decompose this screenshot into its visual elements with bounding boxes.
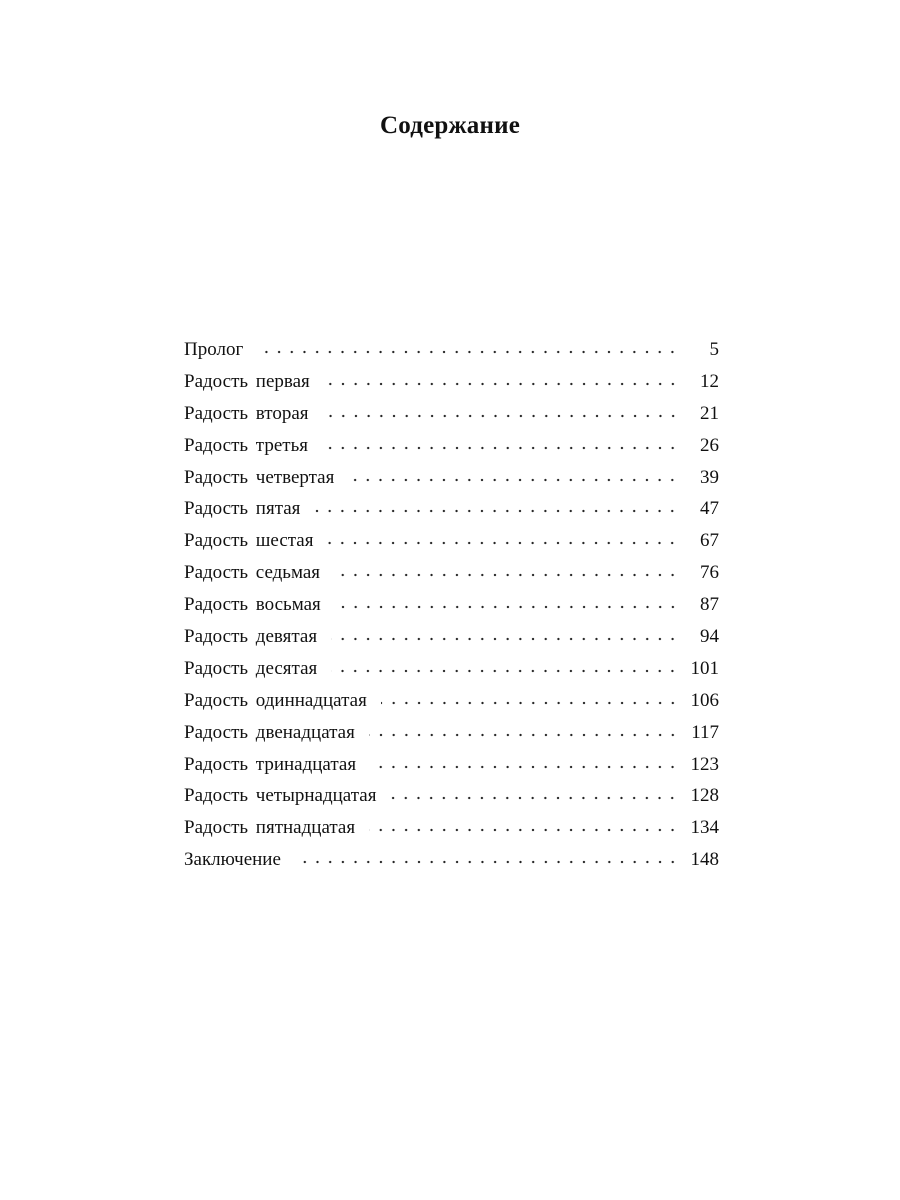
toc-entry-page: 101 bbox=[690, 657, 719, 679]
toc-entry-page: 94 bbox=[700, 626, 719, 648]
toc-entry-label: Радость десятая bbox=[184, 657, 318, 679]
toc-entry-page: 148 bbox=[690, 849, 719, 871]
page-title: Содержание bbox=[379, 112, 520, 139]
toc-entry-page: 12 bbox=[700, 370, 719, 392]
toc-entry-page: 67 bbox=[700, 530, 719, 552]
toc-entry[interactable] bbox=[184, 403, 719, 435]
toc-entry-page: 5 bbox=[709, 339, 719, 360]
toc-entry-label: Радость пятая bbox=[184, 498, 301, 520]
toc-entry-label: Радость третья bbox=[184, 434, 308, 456]
toc-entry[interactable] bbox=[184, 722, 719, 754]
toc-entry-label: Радость первая bbox=[184, 370, 310, 392]
toc-entry-page: 39 bbox=[700, 466, 719, 488]
toc-entry-label: Радость восьмая bbox=[184, 594, 321, 616]
toc-entry-label: Радость четвертая bbox=[184, 466, 335, 488]
toc-entry-label: Радость седьмая bbox=[184, 562, 321, 584]
toc-entry-label: Радость пятнадцатая bbox=[184, 817, 356, 839]
toc-entry-page: 76 bbox=[700, 562, 719, 584]
toc-entry[interactable] bbox=[184, 817, 719, 849]
toc-entry[interactable] bbox=[184, 371, 719, 403]
dot-leader bbox=[369, 732, 679, 738]
dot-leader bbox=[348, 477, 679, 483]
toc-entry-label: Радость шестая bbox=[184, 530, 314, 552]
dot-leader bbox=[257, 349, 679, 355]
toc-entry[interactable] bbox=[184, 562, 719, 594]
toc-entry-label: Заключение bbox=[184, 849, 281, 871]
dot-leader bbox=[370, 764, 679, 770]
toc-entry[interactable] bbox=[184, 339, 719, 371]
toc-entry-page: 47 bbox=[700, 498, 719, 520]
dot-leader bbox=[295, 859, 679, 865]
dot-leader bbox=[335, 604, 679, 610]
dot-leader bbox=[324, 381, 679, 387]
toc-entry-label: Радость тринадцатая bbox=[184, 753, 357, 775]
toc-entry[interactable] bbox=[184, 785, 719, 817]
table-of-contents bbox=[184, 339, 719, 881]
toc-entry[interactable] bbox=[184, 754, 719, 786]
toc-entry-page: 87 bbox=[700, 594, 719, 616]
toc-entry-label: Радость девятая bbox=[184, 626, 318, 648]
toc-entry[interactable] bbox=[184, 467, 719, 499]
toc-entry[interactable] bbox=[184, 626, 719, 658]
toc-entry-page: 134 bbox=[690, 817, 719, 839]
toc-entry-label: Радость одиннадцатая bbox=[184, 689, 367, 711]
dot-leader bbox=[390, 795, 679, 801]
toc-entry-label: Пролог bbox=[184, 339, 244, 360]
toc-entry-page: 21 bbox=[700, 402, 719, 424]
toc-entry[interactable] bbox=[184, 498, 719, 530]
toc-entry-page: 128 bbox=[690, 785, 719, 807]
toc-entry[interactable] bbox=[184, 594, 719, 626]
dot-leader bbox=[327, 540, 679, 546]
toc-entry-page: 117 bbox=[691, 721, 719, 743]
dot-leader bbox=[323, 413, 679, 419]
toc-entry[interactable] bbox=[184, 658, 719, 690]
dot-leader bbox=[331, 668, 679, 674]
toc-entry-page: 26 bbox=[700, 434, 719, 456]
toc-entry[interactable] bbox=[184, 530, 719, 562]
toc-entry[interactable] bbox=[184, 690, 719, 722]
toc-entry[interactable] bbox=[184, 849, 719, 881]
toc-entry-label: Радость вторая bbox=[184, 402, 309, 424]
toc-entry-label: Радость четырнадцатая bbox=[184, 785, 377, 807]
toc-entry-label: Радость двенадцатая bbox=[184, 721, 355, 743]
dot-leader bbox=[381, 700, 679, 706]
dot-leader bbox=[334, 572, 679, 578]
toc-entry-page: 106 bbox=[690, 689, 719, 711]
dot-leader bbox=[331, 636, 679, 642]
dot-leader bbox=[322, 445, 679, 451]
toc-entry[interactable] bbox=[184, 435, 719, 467]
dot-leader bbox=[314, 508, 679, 514]
toc-entry-page: 123 bbox=[690, 753, 719, 775]
dot-leader bbox=[369, 827, 679, 833]
